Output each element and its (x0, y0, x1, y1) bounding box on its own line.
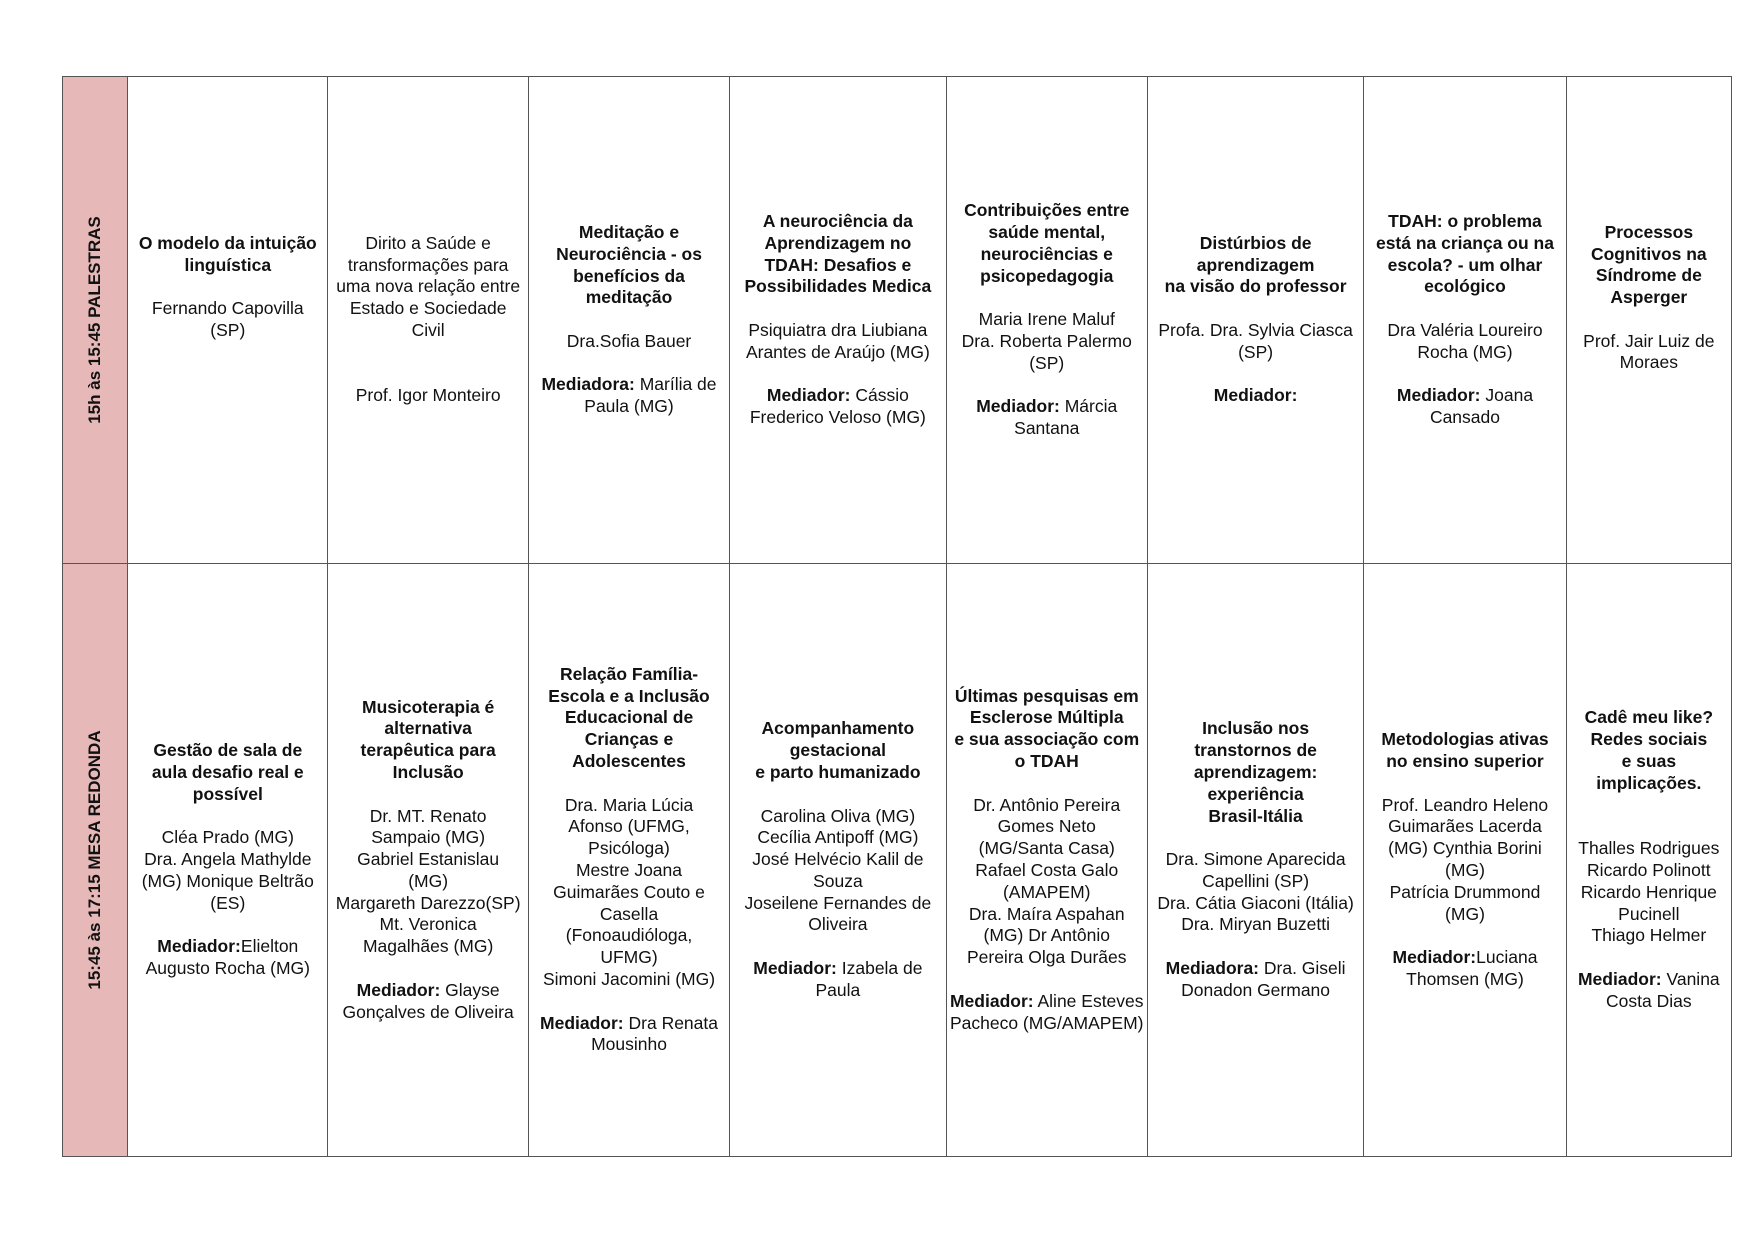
session-title: A neurociência da Aprendizagem no TDAH: Desafios e Possibilidades Medica (744, 211, 932, 297)
session-speakers: Dra.Sofia Bauer (566, 330, 692, 351)
session-title: Últimas pesquisas em Esclerose Múltipla e sua associação com o TDAH (954, 685, 1140, 772)
mediator-name: Marília de Paula (MG) (584, 374, 717, 417)
session-speakers: Prof. Igor Monteiro (355, 385, 501, 406)
mediator-label: Mediador: (1396, 385, 1481, 406)
session-mediator (532, 374, 726, 418)
session-title: Musicoterapia é alternativa terapêutica para Inclusão (360, 696, 496, 782)
mediator-label: Mediador: (949, 990, 1034, 1011)
session-cell (528, 77, 729, 564)
mediator-label: Mediador: (976, 396, 1060, 417)
session-title: Contribuições entre saúde mental, neurociências e psicopedagogia (964, 200, 1130, 286)
session-speakers: Dra. Simone Aparecida Capellini (SP) Dra. Cátia Giaconi (Itália) Dra. Miryan Buzetti (1157, 849, 1354, 935)
mediator-label: Mediador: (356, 979, 441, 1000)
time-slot-cell (63, 564, 128, 1157)
session-mediator (733, 958, 942, 1002)
session-speakers: Profa. Dra. Sylvia Ciasca (SP) (1158, 320, 1353, 362)
session-cell (328, 77, 528, 564)
session-mediator (532, 1013, 726, 1057)
mediator-label: Mediadora: (541, 374, 635, 395)
session-cell (1364, 77, 1566, 564)
session-cell (328, 564, 528, 1157)
session-title: O modelo da intuição linguística (138, 233, 317, 275)
session-mediator (1367, 947, 1562, 991)
time-slot-label: 15h às 15:45 PALESTRAS (85, 216, 105, 424)
session-speakers: Cléa Prado (MG) Dra. Angela Mathylde (MG) Monique Beltrão (ES) (141, 827, 314, 913)
session-mediator (1367, 385, 1562, 429)
session-cell (1566, 77, 1731, 564)
session-title: Acompanhamento gestacional e parto humanizado (755, 718, 921, 782)
session-title: Metodologias ativas no ensino superior (1381, 729, 1549, 772)
schedule-table (62, 76, 1732, 1157)
session-cell (730, 77, 946, 564)
session-title: Cadê meu like? Redes sociais e suas implicações. (1584, 707, 1714, 793)
session-cell (1147, 77, 1363, 564)
session-title: Meditação e Neurociência - os benefícios da meditação (556, 221, 702, 308)
session-mediator (733, 385, 942, 429)
session-mediator (950, 396, 1144, 440)
session-speakers: Dr. Antônio Pereira Gomes Neto (MG/Santa Casa) Rafael Costa Galo (AMAPEM) Dra. Maíra Aspahan (MG) Dr Antônio Pereira Olga Durães (966, 794, 1127, 968)
session-speakers: Dr. MT. Renato Sampaio (MG) Gabriel Estanislau (MG) Margareth Darezzo(SP) Mt. Veronica Magalhães (MG) (335, 805, 521, 957)
session-cell (1147, 564, 1363, 1157)
mediator-label: Mediador: (157, 936, 241, 957)
mediator-name: Márcia Santana (1014, 396, 1118, 439)
session-cell (946, 77, 1147, 564)
session-mediator (331, 980, 524, 1024)
session-speakers: Thalles Rodrigues Ricardo Polinott Ricardo Henrique Pucinell Thiago Helmer (1578, 838, 1720, 946)
mediator-label: Mediador: (1213, 385, 1298, 406)
session-speakers: Prof. Jair Luiz de Moraes (1583, 330, 1715, 373)
session-cell (128, 564, 328, 1157)
mediator-label: Mediador: (1577, 968, 1662, 989)
session-cell (1364, 564, 1566, 1157)
mediator-name: Joana Cansado (1429, 385, 1534, 428)
session-title: Gestão de sala de aula desafio real e possível (151, 740, 304, 804)
session-speakers: Fernando Capovilla (SP) (151, 298, 304, 341)
mediator-name: Cássio Frederico Veloso (MG) (749, 385, 926, 428)
session-title: Inclusão nos transtornos de aprendizagem: experiência Brasil-Itália (1193, 718, 1318, 826)
table-row (63, 564, 1732, 1157)
session-speakers: Carolina Oliva (MG) Cecília Antipoff (MG) José Helvécio Kalil de Souza Joseilene Fernandes de Oliveira (744, 805, 932, 935)
mediator-label: Mediadora: (1165, 958, 1260, 979)
session-cell (128, 77, 328, 564)
session-cell (730, 564, 946, 1157)
time-slot-label: 15:45 às 17:15 MESA REDONDA (85, 730, 105, 990)
session-speakers: Maria Irene Maluf Dra. Roberta Palermo (SP) (961, 309, 1132, 373)
session-cell (528, 564, 729, 1157)
session-mediator (1570, 969, 1728, 1013)
session-mediator (950, 991, 1144, 1035)
session-speakers: Dra. Maria Lúcia Afonso (UFMG, Psicóloga) Mestre Joana Guimarães Couto e Casella (Fonoaudióloga, UFMG) Simoni Jacomini (MG) (542, 794, 716, 989)
mediator-name: Aline Esteves Pacheco (MG/AMAPEM) (949, 990, 1144, 1033)
mediator-label: Mediador: (753, 958, 837, 979)
session-cell (946, 564, 1147, 1157)
time-slot-cell (63, 77, 128, 564)
mediator-name: Luciana Thomsen (MG) (1406, 947, 1538, 989)
mediator-label: Mediador: (1392, 947, 1477, 968)
table-row (63, 77, 1732, 564)
mediator-name: Elielton Augusto Rocha (MG) (145, 936, 310, 979)
mediator-label: Mediador: (766, 385, 851, 406)
session-title: Distúrbios de aprendizagem na visão do professor (1164, 232, 1347, 297)
session-speakers: Psiquiatra dra Liubiana Arantes de Araújo (MG) (745, 320, 930, 362)
session-mediator (1151, 385, 1360, 407)
session-mediator (131, 936, 324, 980)
mediator-name: Dra Renata Mousinho (591, 1012, 718, 1055)
mediator-name: Vanina Costa Dias (1606, 968, 1720, 1011)
mediator-label: Mediador: (540, 1012, 624, 1033)
session-speakers: Prof. Leandro Heleno Guimarães Lacerda (MG) Cynthia Borini (MG) Patrícia Drummond (MG) (1381, 794, 1549, 924)
session-title: TDAH: o problema está na criança ou na escola? - um olhar ecológico (1375, 211, 1554, 297)
session-speakers: Dra Valéria Loureiro Rocha (MG) (1387, 320, 1543, 362)
session-title: Processos Cognitivos na Síndrome de Asperger (1590, 221, 1707, 308)
session-mediator (1151, 958, 1360, 1002)
session-cell (1566, 564, 1731, 1157)
session-title: Relação Família- Escola e a Inclusão Educacional de Crianças e Adolescentes (548, 663, 710, 772)
mediator-name: Izabela de Paula (815, 958, 923, 1000)
session-title: Dirito a Saúde e transformações para uma nova relação entre Estado e Sociedade Civil (336, 232, 521, 340)
mediator-name: Glayse Gonçalves de Oliveira (342, 979, 514, 1022)
mediator-name: Dra. Giseli Donadon Germano (1181, 958, 1346, 1000)
